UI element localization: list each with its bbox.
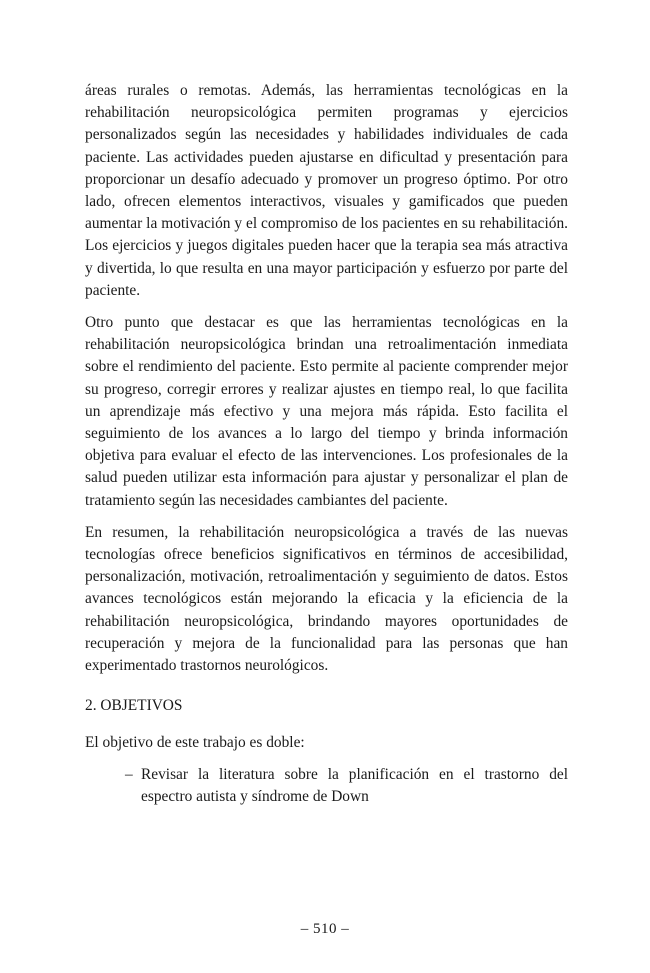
section-intro: El objetivo de este trabajo es doble: [85, 734, 305, 752]
body-paragraph-2: Otro punto que destacar es que las herramientas tecnológicas en la rehabilitación neuropsicológica brindan una retroalimentación inmediata sobre el rendimiento del paciente. Esto permite al paciente comprender mejor su progreso, corregir errores y realizar ajustes en tiempo real, lo que facilita un aprendizaje más efectivo y una mejora más rápida. Esto facilita el seguimiento de los avances a lo largo del tiempo y brinda información objetiva para evaluar el efecto de las intervenciones. Los profesionales de la salud pueden utilizar esta información para ajustar y personalizar el plan de tratamiento según las necesidades cambiantes del paciente. [85, 314, 568, 509]
page-number: – 510 – [300, 921, 350, 937]
list-item-text: Revisar la literatura sobre la planificación en el trastorno del espectro autista y síndrome de Down [141, 766, 568, 806]
page-content [85, 80, 568, 809]
objectives-list [85, 764, 568, 808]
list-item [85, 764, 568, 808]
list-dash-marker: – [125, 766, 133, 784]
body-paragraph-3: En resumen, la rehabilitación neuropsicológica a través de las nuevas tecnologías ofrece beneficios significativos en términos de accesibilidad, personalización, motivación, retroalimentación y seguimiento de datos. Estos avances tecnológicos están mejorando la eficacia y la eficiencia de la rehabilitación neuropsicológica, brindando mayores oportunidades de recuperación y mejora de la funcionalidad para las personas que han experimentado trastornos neurológicos. [85, 523, 568, 675]
body-paragraph-1: áreas rurales o remotas. Además, las herramientas tecnológicas en la rehabilitación neuropsicológica permiten programas y ejercicios personalizados según las necesidades y habilidades individuales de cada paciente. Las actividades pueden ajustarse en dificultad y presentación para proporcionar un desafío adecuado y promover un progreso óptimo. Por otro lado, ofrecen elementos interactivos, visuales y gamificados que pueden aumentar la motivación y el compromiso de los pacientes en su rehabilitación. Los ejercicios y juegos digitales pueden hacer que la terapia sea más atractiva y divertida, lo que resulta en una mayor participación y esfuerzo por parte del paciente. [85, 82, 568, 299]
section-heading: 2. OBJETIVOS [85, 697, 183, 715]
